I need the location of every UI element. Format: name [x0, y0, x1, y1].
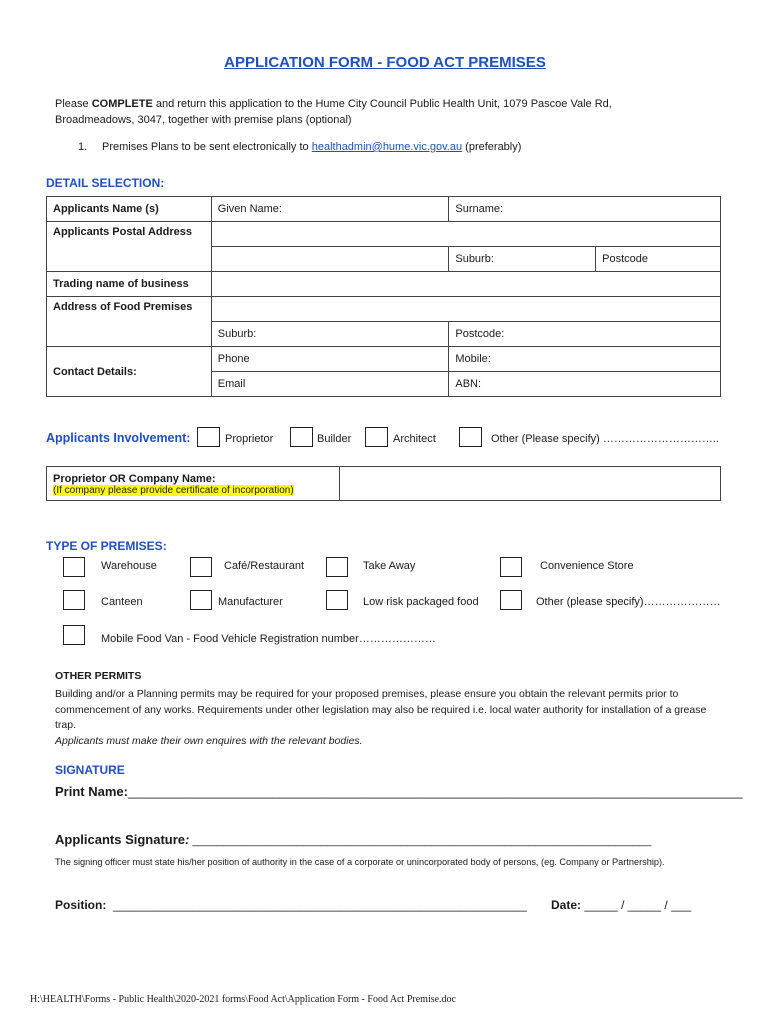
page-title: APPLICATION FORM - FOOD ACT PREMISES: [224, 54, 546, 71]
food-premises-label: Address of Food Premises: [47, 297, 212, 347]
mobile-field[interactable]: Mobile:: [449, 347, 721, 372]
list-number: 1.: [78, 141, 88, 153]
signature-heading: SIGNATURE: [55, 763, 125, 777]
list-after: (preferably): [462, 141, 522, 153]
incorporation-note: (If company please provide certificate of incorporation): [53, 485, 294, 496]
date-line[interactable]: _____ / _____ / ___: [584, 898, 692, 912]
given-name-field[interactable]: Given Name:: [211, 197, 449, 222]
detail-heading: DETAIL SELECTION:: [46, 176, 165, 190]
trading-name-label: Trading name of business: [47, 272, 212, 297]
takeaway-option: Take Away: [363, 560, 416, 572]
other-permits-heading: OTHER PERMITS: [55, 670, 142, 682]
other-premises-option: Other (please specify)…………………: [536, 596, 721, 608]
date-row: [551, 898, 691, 912]
takeaway-checkbox[interactable]: [326, 557, 348, 577]
warehouse-checkbox[interactable]: [63, 557, 85, 577]
other-involvement-option: Other (Please specify) …………………………..: [491, 433, 719, 445]
list-item: [78, 141, 521, 153]
canteen-checkbox[interactable]: [63, 590, 85, 610]
permits-body: Building and/or a Planning permits may be required for your proposed premises, please ensure you obtain the relevant permits prior to commencement of any works. Requirements under other legislation may also be required i.e. local water authority for installation of a grease trap.: [55, 688, 707, 731]
postal-suburb-field[interactable]: Suburb:: [449, 247, 596, 272]
signature-row: [55, 832, 651, 847]
proprietor-name-field[interactable]: [339, 467, 720, 501]
permits-italic: Applicants must make their own enquires with the relevant bodies.: [55, 734, 363, 747]
postal-address-label: Applicants Postal Address: [47, 222, 212, 272]
file-path-footer: H:\HEALTH\Forms - Public Health\2020-2021 forms\Food Act\Application Form - Food Act Premise.doc: [30, 994, 456, 1005]
manufacturer-option: Manufacturer: [218, 596, 283, 608]
architect-option: Architect: [393, 433, 436, 445]
mobile-food-van-option: Mobile Food Van - Food Vehicle Registration number…………………: [101, 633, 436, 645]
trading-name-field[interactable]: [211, 272, 720, 297]
position-label: Position:: [55, 898, 107, 912]
intro-after: and return this application to the Hume City Council Public Health Unit, 1079 Pascoe Vale Rd, Broadmeadows, 3047, together with premise plans (optional): [55, 98, 612, 126]
detail-table: [46, 196, 721, 397]
low-risk-option: Low risk packaged food: [363, 596, 479, 608]
involvement-label: Applicants Involvement:: [46, 431, 191, 445]
proprietor-option: Proprietor: [225, 433, 274, 445]
other-permits-text: [55, 687, 710, 749]
proprietor-table: [46, 466, 721, 501]
print-name-row: [55, 784, 743, 799]
signature-label: Applicants Signature: [55, 832, 186, 847]
signature-colon: :: [185, 832, 190, 847]
premises-postcode-field[interactable]: Postcode:: [449, 322, 721, 347]
architect-checkbox[interactable]: [365, 427, 388, 447]
abn-field[interactable]: ABN:: [449, 372, 721, 397]
warehouse-option: Warehouse: [101, 560, 157, 572]
signing-note: The signing officer must state his/her position of authority in the case of a corporate or unincorporated body of persons, (eg. Company or Partnership).: [55, 857, 665, 867]
date-label: Date:: [551, 898, 582, 912]
convenience-store-option: Convenience Store: [540, 560, 634, 572]
food-premises-field[interactable]: [211, 297, 720, 322]
intro-bold: COMPLETE: [91, 98, 153, 110]
email-field[interactable]: Email: [211, 372, 449, 397]
postal-address-field[interactable]: [211, 222, 720, 247]
postal-address-line2[interactable]: [211, 247, 449, 272]
position-row: [55, 898, 527, 912]
contact-details-label: Contact Details:: [47, 347, 212, 397]
position-line[interactable]: ______________________________________________________________: [113, 898, 527, 912]
other-premises-checkbox[interactable]: [500, 590, 522, 610]
proprietor-cell: [47, 467, 340, 501]
phone-field[interactable]: Phone: [211, 347, 449, 372]
convenience-store-checkbox[interactable]: [500, 557, 522, 577]
signature-line[interactable]: ___________________________________________________________________________: [189, 835, 652, 847]
surname-field[interactable]: Surname:: [449, 197, 721, 222]
premises-suburb-field[interactable]: Suburb:: [211, 322, 449, 347]
low-risk-checkbox[interactable]: [326, 590, 348, 610]
other-involvement-checkbox[interactable]: [459, 427, 482, 447]
builder-option: Builder: [317, 433, 352, 445]
proprietor-label: Proprietor OR Company Name:: [53, 473, 216, 485]
intro-before: Please: [55, 98, 92, 110]
premises-heading: TYPE OF PREMISES:: [46, 539, 167, 553]
canteen-option: Canteen: [101, 596, 143, 608]
list-before: Premises Plans to be sent electronically to: [102, 141, 312, 153]
print-name-label: Print Name:: [55, 784, 128, 799]
builder-checkbox[interactable]: [290, 427, 313, 447]
mobile-food-van-checkbox[interactable]: [63, 625, 85, 645]
cafe-checkbox[interactable]: [190, 557, 212, 577]
cafe-option: Café/Restaurant: [224, 560, 305, 572]
print-name-line[interactable]: _____________________________________________________________________________________: [127, 784, 743, 799]
applicants-name-label: Applicants Name (s): [47, 197, 212, 222]
email-link[interactable]: healthadmin@hume.vic.gov.au: [311, 141, 463, 153]
postal-postcode-field[interactable]: Postcode: [596, 247, 721, 272]
intro-paragraph: [55, 96, 675, 128]
manufacturer-checkbox[interactable]: [190, 590, 212, 610]
proprietor-checkbox[interactable]: [197, 427, 220, 447]
